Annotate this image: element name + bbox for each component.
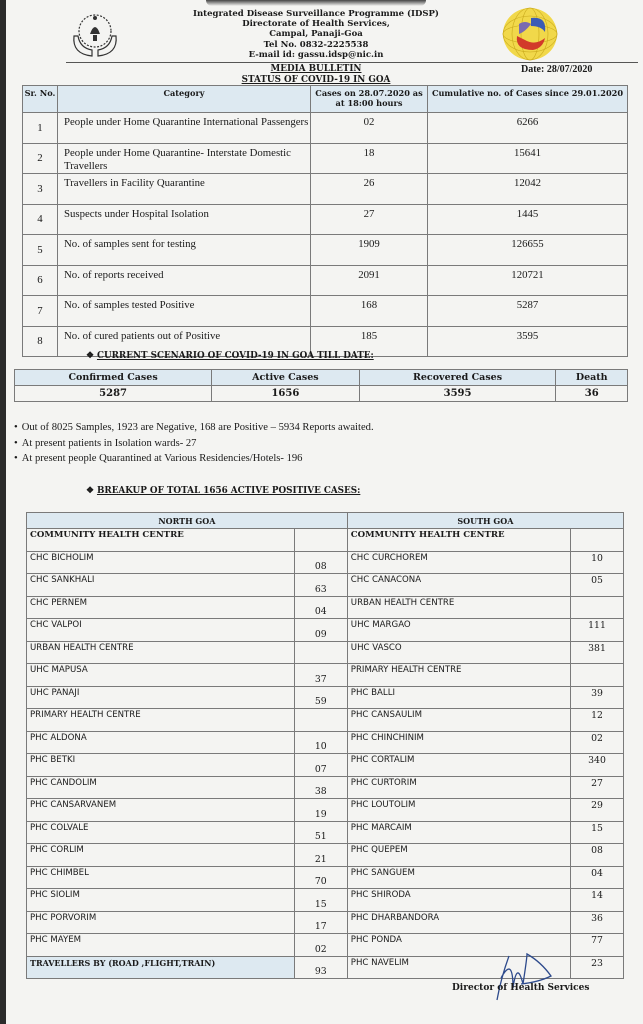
north-case-count: 63	[294, 574, 347, 597]
north-centre-name: PHC CANSARVANEM	[27, 799, 295, 822]
north-centre-name: UHC MAPUSA	[27, 664, 295, 687]
south-case-count: 111	[571, 619, 624, 642]
header-address	[146, 9, 486, 60]
south-case-count: 77	[571, 934, 624, 957]
bulletin-page	[6, 0, 643, 1024]
breakup-table-body	[27, 529, 624, 979]
south-case-count: 05	[571, 574, 624, 597]
header-line-email: E-mail id: gassu.idsp@nic.in	[248, 49, 384, 60]
goa-state-emblem-logo	[68, 10, 122, 60]
cumulative-cell: 6266	[428, 113, 628, 144]
north-centre-name: TRAVELLERS BY (ROAD ,FLIGHT,TRAIN)	[27, 956, 295, 979]
breakup-row	[27, 686, 624, 709]
south-centre-name: PHC MARCAIM	[347, 821, 570, 844]
sr-no-cell: 4	[23, 204, 58, 235]
breakup-row	[27, 889, 624, 912]
cumulative-cell: 15641	[428, 143, 628, 174]
north-case-count: 38	[294, 776, 347, 799]
north-centre-name: UHC PANAJI	[27, 686, 295, 709]
south-centre-name: PHC CANSAULIM	[347, 709, 570, 732]
south-centre-name: URBAN HEALTH CENTRE	[347, 596, 570, 619]
bulletin-title: MEDIA BULLETIN	[270, 64, 362, 74]
today-cell: 1909	[311, 235, 428, 266]
south-centre-name: PHC QUEPEM	[347, 844, 570, 867]
sr-no-cell: 5	[23, 235, 58, 266]
south-centre-name: PHC LOUTOLIM	[347, 799, 570, 822]
status-row	[23, 235, 628, 266]
today-cell: 26	[311, 174, 428, 205]
north-case-count: 93	[294, 956, 347, 979]
scenario-value-row	[15, 386, 628, 402]
death-label: Death	[556, 370, 628, 386]
status-row	[23, 204, 628, 235]
category-cell: No. of reports received	[58, 265, 311, 296]
header-divider	[66, 62, 638, 63]
note-samples: • Out of 8025 Samples, 1923 are Negative, 168 are Positive – 5934 Reports awaited.	[14, 420, 374, 436]
scenario-heading	[86, 351, 374, 361]
north-goa-header: NORTH GOA	[27, 513, 348, 529]
north-centre-name: COMMUNITY HEALTH CENTRE	[27, 529, 295, 552]
breakup-row	[27, 551, 624, 574]
today-cell: 18	[311, 143, 428, 174]
north-case-count: 70	[294, 866, 347, 889]
south-centre-name: PHC NAVELIM	[347, 956, 570, 979]
status-table-body	[23, 113, 628, 357]
south-case-count: 04	[571, 866, 624, 889]
south-case-count: 10	[571, 551, 624, 574]
col-category: Category	[58, 86, 311, 113]
recovered-cases-label: Recovered Cases	[359, 370, 556, 386]
north-case-count: 15	[294, 889, 347, 912]
north-centre-name: CHC SANKHALI	[27, 574, 295, 597]
breakup-row	[27, 821, 624, 844]
breakup-row	[27, 596, 624, 619]
breakup-row	[27, 641, 624, 664]
south-centre-name: PHC BALLI	[347, 686, 570, 709]
scenario-table	[14, 369, 628, 402]
category-cell: No. of samples tested Positive	[58, 296, 311, 327]
north-case-count: 51	[294, 821, 347, 844]
header-line-org: Integrated Disease Surveillance Programme (IDSP)	[193, 9, 439, 19]
confirmed-cases-value: 5287	[15, 386, 212, 402]
north-case-count: 37	[294, 664, 347, 687]
north-case-count: 02	[294, 934, 347, 957]
sr-no-cell: 3	[23, 174, 58, 205]
north-case-count: 09	[294, 619, 347, 642]
sr-no-cell: 6	[23, 265, 58, 296]
south-centre-name: PHC PONDA	[347, 934, 570, 957]
north-centre-name: PHC BETKI	[27, 754, 295, 777]
breakup-table	[26, 512, 624, 979]
sr-no-cell: 2	[23, 143, 58, 174]
header-line-directorate: Directorate of Health Services,	[242, 19, 390, 30]
recovered-cases-value: 3595	[359, 386, 556, 402]
cumulative-cell: 120721	[428, 265, 628, 296]
death-value: 36	[556, 386, 628, 402]
south-case-count: 381	[571, 641, 624, 664]
breakup-header-row	[27, 513, 624, 529]
today-cell: 185	[311, 326, 428, 357]
south-case-count: 08	[571, 844, 624, 867]
south-centre-name: COMMUNITY HEALTH CENTRE	[347, 529, 570, 552]
south-centre-name: UHC VASCO	[347, 641, 570, 664]
status-row	[23, 296, 628, 327]
confirmed-cases-label: Confirmed Cases	[15, 370, 212, 386]
north-case-count: 21	[294, 844, 347, 867]
breakup-row	[27, 911, 624, 934]
today-cell: 02	[311, 113, 428, 144]
south-centre-name: PHC CORTALIM	[347, 754, 570, 777]
category-cell: People under Home Quarantine- Interstate Domestic Travellers	[58, 143, 311, 174]
south-case-count: 29	[571, 799, 624, 822]
sr-no-cell: 8	[23, 326, 58, 357]
notes-list	[14, 420, 374, 467]
north-centre-name: PHC COLVALE	[27, 821, 295, 844]
south-case-count: 36	[571, 911, 624, 934]
north-centre-name: PHC MAYEM	[27, 934, 295, 957]
breakup-row	[27, 619, 624, 642]
note-quarantine: • At present people Quarantined at Various Residencies/Hotels- 196	[14, 451, 374, 467]
header-line-phone: Tel No. 0832-2225538	[263, 39, 369, 50]
sr-no-cell: 1	[23, 113, 58, 144]
status-row	[23, 113, 628, 144]
north-case-count: 04	[294, 596, 347, 619]
north-centre-name: PHC CANDOLIM	[27, 776, 295, 799]
diamond-bullet-icon: ❖	[86, 351, 97, 361]
col-sr-no: Sr. No.	[23, 86, 58, 113]
category-cell: Suspects under Hospital Isolation	[58, 204, 311, 235]
south-case-count	[571, 529, 624, 552]
scenario-title: CURRENT SCENARIO OF COVID-19 IN GOA TILL DATE:	[96, 351, 374, 361]
cumulative-cell: 12042	[428, 174, 628, 205]
bulletin-subtitle: STATUS OF COVID-19 IN GOA	[241, 75, 391, 85]
south-goa-header: SOUTH GOA	[347, 513, 623, 529]
scenario-header-row	[15, 370, 628, 386]
south-case-count: 14	[571, 889, 624, 912]
breakup-row	[27, 754, 624, 777]
cumulative-cell: 1445	[428, 204, 628, 235]
category-cell: No. of cured patients out of Positive	[58, 326, 311, 357]
col-cumulative: Cumulative no. of Cases since 29.01.2020	[428, 86, 628, 113]
south-case-count	[571, 596, 624, 619]
breakup-row	[27, 664, 624, 687]
status-row	[23, 265, 628, 296]
cumulative-cell: 5287	[428, 296, 628, 327]
north-case-count: 19	[294, 799, 347, 822]
north-case-count: 10	[294, 731, 347, 754]
north-centre-name: CHC VALPOI	[27, 619, 295, 642]
south-case-count	[571, 664, 624, 687]
header-line-location: Campal, Panaji-Goa	[269, 29, 363, 40]
north-case-count	[294, 529, 347, 552]
bulletin-date: Date: 28/07/2020	[521, 64, 593, 75]
north-case-count	[294, 709, 347, 732]
col-today: Cases on 28.07.2020 as at 18:00 hours	[311, 86, 428, 113]
north-case-count: 59	[294, 686, 347, 709]
north-centre-name: PRIMARY HEALTH CENTRE	[27, 709, 295, 732]
south-centre-name: PHC DHARBANDORA	[347, 911, 570, 934]
south-centre-name: UHC MARGAO	[347, 619, 570, 642]
north-centre-name: URBAN HEALTH CENTRE	[27, 641, 295, 664]
breakup-heading	[86, 486, 360, 496]
status-row	[23, 174, 628, 205]
south-case-count: 340	[571, 754, 624, 777]
south-centre-name: PHC SANGUEM	[347, 866, 570, 889]
cumulative-cell: 126655	[428, 235, 628, 266]
south-case-count: 12	[571, 709, 624, 732]
breakup-row	[27, 574, 624, 597]
south-centre-name: CHC CURCHOREM	[347, 551, 570, 574]
south-case-count: 39	[571, 686, 624, 709]
south-case-count: 27	[571, 776, 624, 799]
today-cell: 168	[311, 296, 428, 327]
breakup-row	[27, 709, 624, 732]
active-cases-label: Active Cases	[212, 370, 359, 386]
north-case-count: 07	[294, 754, 347, 777]
north-case-count: 17	[294, 911, 347, 934]
document-header	[6, 0, 643, 65]
north-centre-name: PHC CORLIM	[27, 844, 295, 867]
category-cell: People under Home Quarantine International Passengers	[58, 113, 311, 144]
today-cell: 27	[311, 204, 428, 235]
active-cases-value: 1656	[212, 386, 359, 402]
bulletin-title-block	[186, 64, 446, 86]
breakup-row	[27, 866, 624, 889]
south-centre-name: PRIMARY HEALTH CENTRE	[347, 664, 570, 687]
breakup-row	[27, 731, 624, 754]
cumulative-cell: 3595	[428, 326, 628, 357]
breakup-row	[27, 799, 624, 822]
north-centre-name: PHC PORVORIM	[27, 911, 295, 934]
signature-scribble	[491, 948, 571, 1006]
breakup-row	[27, 776, 624, 799]
sr-no-cell: 7	[23, 296, 58, 327]
note-isolation: • At present patients in Isolation wards- 27	[14, 436, 374, 452]
north-centre-name: CHC BICHOLIM	[27, 551, 295, 574]
diamond-bullet-icon: ❖	[86, 486, 97, 496]
category-cell: Travellers in Facility Quarantine	[58, 174, 311, 205]
north-case-count	[294, 641, 347, 664]
idsp-globe-logo	[501, 6, 559, 62]
north-centre-name: PHC CHIMBEL	[27, 866, 295, 889]
status-table-header	[23, 86, 628, 113]
south-case-count: 02	[571, 731, 624, 754]
south-centre-name: PHC CHINCHINIM	[347, 731, 570, 754]
north-centre-name: PHC ALDONA	[27, 731, 295, 754]
category-cell: No. of samples sent for testing	[58, 235, 311, 266]
south-case-count: 23	[571, 956, 624, 979]
south-centre-name: PHC SHIRODA	[347, 889, 570, 912]
south-centre-name: CHC CANACONA	[347, 574, 570, 597]
north-case-count: 08	[294, 551, 347, 574]
signatory-title: Director of Health Services	[452, 983, 590, 993]
breakup-row	[27, 844, 624, 867]
status-row	[23, 143, 628, 174]
today-cell: 2091	[311, 265, 428, 296]
south-case-count: 15	[571, 821, 624, 844]
north-centre-name: PHC SIOLIM	[27, 889, 295, 912]
south-centre-name: PHC CURTORIM	[347, 776, 570, 799]
north-centre-name: CHC PERNEM	[27, 596, 295, 619]
breakup-row	[27, 529, 624, 552]
breakup-title: BREAKUP OF TOTAL 1656 ACTIVE POSITIVE CASES:	[96, 486, 361, 496]
status-table	[22, 85, 628, 357]
